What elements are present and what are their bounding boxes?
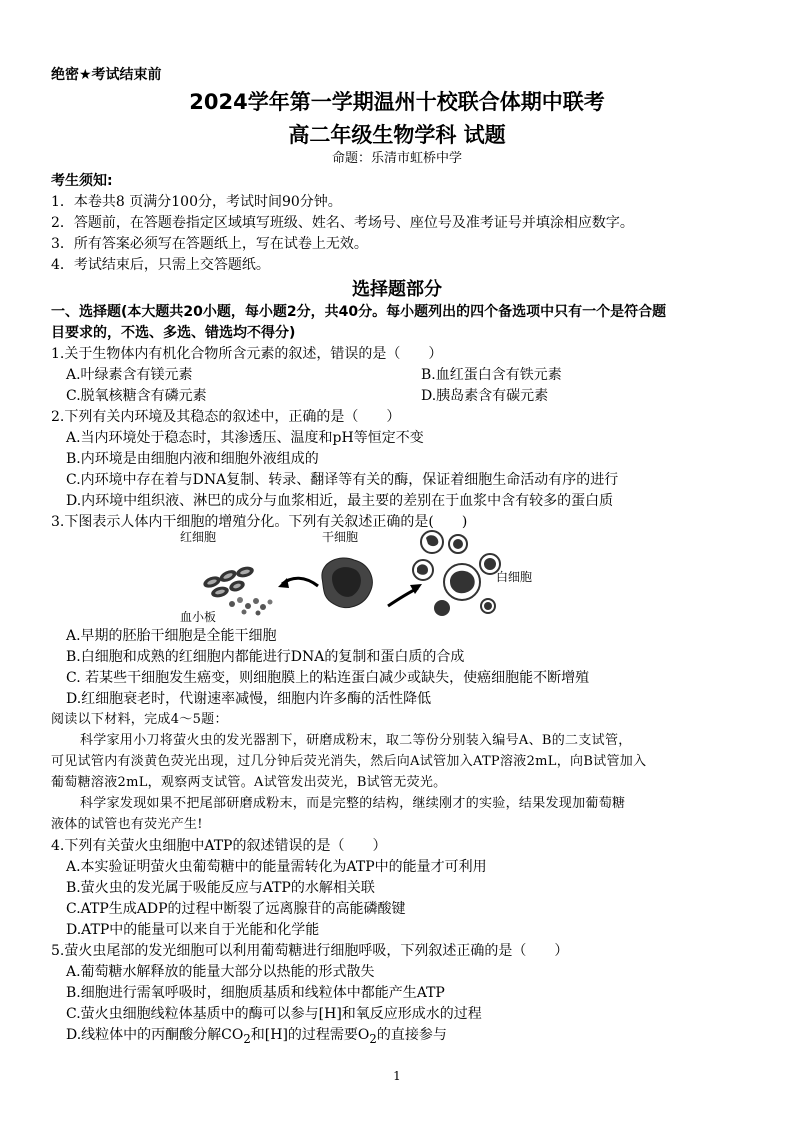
subscript-2: 2 [243,1031,251,1046]
white-blood-cells [413,531,500,616]
reading-paragraph: 液体的试管也有荧光产生! [51,817,203,832]
question-2-option-d: D.内环境中组织液、淋巴的成分与血浆相近，最主要的差别在于血浆中含有较多的蛋白质 [66,493,614,509]
exam-subtitle: 高二年级生物学科 试题 [288,123,506,147]
question-4-stem: 4.下列有关萤火虫细胞中ATP的叙述错误的是（ ） [51,838,387,854]
stem-cell-diagram [170,528,550,624]
exam-title: 2024学年第一学期温州十校联合体期中联考 [189,90,605,114]
question-3-option-a: A.早期的胚胎干细胞是全能干细胞 [66,628,277,644]
question-4-option-c: C.ATP生成ADP的过程中断裂了远离腺苷的高能磷酸键 [66,901,406,917]
question-2-stem: 2.下列有关内环境及其稳态的叙述中，正确的是（ ） [51,409,401,425]
question-4-option-a: A.本实验证明萤火虫葡萄糖中的能量需转化为ATP中的能量才可利用 [66,859,487,875]
stem-cell-diagram-svg [170,528,550,624]
section-title: 选择题部分 [352,279,442,300]
notice-item: 1．本卷共8 页满分100分，考试时间90分钟。 [51,194,342,210]
secret-label: 绝密★考试结束前 [51,67,162,83]
question-2-option-c: C.内环境中存在着与DNA复制、转录、翻译等有关的酶，保证着细胞生命活动有序的进行 [66,472,619,488]
question-3-stem: 3.下图表示人体内干细胞的增殖分化。下列有关叙述正确的是( ) [51,514,468,530]
reading-intro: 阅读以下材料，完成4～5题： [51,712,228,727]
question-1-option-b: B.血红蛋白含有铁元素 [421,367,562,383]
question-4-option-b: B.萤火虫的发光属于吸能反应与ATP的水解相关联 [66,880,375,896]
question-5-option-d-text: 和[H]的过程需要O [250,1027,370,1043]
figure-label-white-cell: 白细胞 [496,570,533,584]
section-instruction: 目要求的，不选、多选、错选均不得分) [51,325,296,341]
reading-paragraph: 科学家用小刀将萤火虫的发光器割下，研磨成粉末，取二等份分别装入编号A、B的二支试管， [80,733,632,748]
stem-cell [322,558,372,608]
subscript-2: 2 [369,1031,377,1046]
question-1-stem: 1.关于生物体内有机化合物所含元素的叙述，错误的是（ ） [51,346,443,362]
notice-item: 3．所有答案必须写在答题纸上，写在试卷上无效。 [51,236,368,252]
question-2-option-a: A.当内环境处于稳态时，其渗透压、温度和pH等恒定不变 [66,430,424,446]
notice-item: 2．答题前，在答题卷指定区域填写班级、姓名、考场号、座位号及准考证号并填涂相应数字。 [51,215,634,231]
page-number: 1 [393,1069,401,1083]
question-5-stem: 5.萤火虫尾部的发光细胞可以利用葡萄糖进行细胞呼吸，下列叙述正确的是（ ） [51,943,569,959]
exam-author: 命题：乐清市虹桥中学 [331,151,462,166]
question-5-option-d [66,1026,447,1048]
figure-label-stem-cell: 干细胞 [322,530,359,544]
question-2-option-b: B.内环境是由细胞内液和细胞外液组成的 [66,451,319,467]
question-5-option-a: A.葡萄糖水解释放的能量大部分以热能的形式散失 [66,964,375,980]
section-instruction: 一、选择题(本大题共20小题，每小题2分，共40分。每小题列出的四个备选项中只有一个是符合题 [51,304,667,320]
reading-paragraph: 葡萄糖溶液2mL，观察两支试管。A试管发出荧光，B试管无荧光。 [51,775,447,790]
reading-paragraph: 科学家发现如果不把尾部研磨成粉末，而是完整的结构，继续刚才的实验，结果发现加葡萄糖 [80,796,626,811]
figure-label-red-cell: 红细胞 [180,530,217,544]
question-5-option-b: B.细胞进行需氧呼吸时，细胞质基质和线粒体中都能产生ATP [66,985,445,1001]
red-blood-cells [202,565,255,599]
question-3-option-c: C. 若某些干细胞发生癌变，则细胞膜上的粘连蛋白减少或缺失，使癌细胞能不断增殖 [66,670,590,686]
question-1-option-c: C.脱氧核糖含有磷元素 [66,388,207,404]
notice-heading: 考生须知: [51,173,113,189]
question-3-option-d: D.红细胞衰老时，代谢速率减慢，细胞内许多酶的活性降低 [66,691,432,707]
question-5-option-c: C.萤火虫细胞线粒体基质中的酶可以参与[H]和氧反应形成水的过程 [66,1006,482,1022]
question-5-option-d-text: 的直接参与 [376,1027,447,1043]
question-4-option-d: D.ATP中的能量可以来自于光能和化学能 [66,922,320,938]
question-3-option-b: B.白细胞和成熟的红细胞内都能进行DNA的复制和蛋白质的合成 [66,649,465,665]
platelets [229,597,273,616]
question-1-option-a: A.叶绿素含有镁元素 [66,367,193,383]
reading-paragraph: 可见试管内有淡黄色荧光出现，过几分钟后荧光消失，然后向A试管加入ATP溶液2mL，向B试管加入 [51,754,647,769]
figure-label-platelet: 血小板 [180,610,217,624]
question-5-option-d-text: D.线粒体中的丙酮酸分解CO [66,1027,244,1043]
notice-item: 4．考试结束后，只需上交答题纸。 [51,257,270,273]
question-1-option-d: D.胰岛素含有碳元素 [421,388,549,404]
